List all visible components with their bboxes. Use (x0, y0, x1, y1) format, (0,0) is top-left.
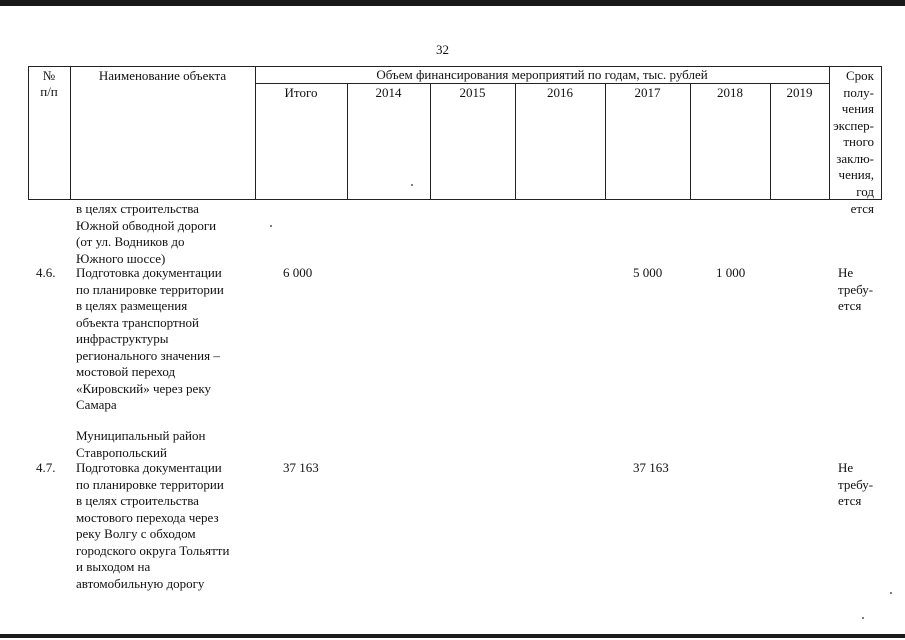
row-4-7-name: Подготовка документации по планировке территории в целях строительства мостового перехода через реку Волгу с обходом городского округа Тольятти и выходом на автомобильную дорогу (76, 460, 230, 591)
row-continuation-name: в целях строительства Южной обводной дороги (от ул. Водников до Южного шоссе) (76, 201, 217, 266)
bottom-border-bar (0, 634, 905, 638)
header-name: Наименование объекта (98, 68, 227, 83)
section-heading: Муниципальный район Ставропольский (76, 428, 206, 460)
row-4-6-2017: 5 000 (633, 265, 663, 280)
top-border-bar (0, 0, 905, 6)
scan-speck (270, 225, 272, 227)
scan-speck (862, 617, 864, 619)
row-continuation-deadline: ется (850, 201, 874, 216)
row-4-6-2018: 1 000 (716, 265, 746, 280)
row-4-7-num: 4.7. (36, 460, 56, 475)
page-number: 32 (436, 42, 449, 57)
row-4-6-total: 6 000 (283, 265, 313, 280)
header-num: № п/п (40, 68, 58, 99)
header-year-2018: 2018 (717, 85, 743, 100)
header-year-2017: 2017 (634, 85, 661, 100)
header-year-2015: 2015 (459, 85, 486, 100)
header-year-2019: 2019 (786, 85, 813, 100)
header-financing: Объем финансирования мероприятий по годам, тыс. рублей (376, 67, 708, 82)
header-deadline: Срок полу- чения экспер- тного заклю- чения, год (833, 68, 874, 199)
header-divider (70, 66, 71, 199)
scan-speck (411, 184, 413, 186)
row-4-7-2017: 37 163 (633, 460, 669, 475)
scan-speck (890, 592, 892, 594)
row-4-7-deadline: Не требу- ется (838, 460, 874, 508)
row-4-6-deadline: Не требу- ется (838, 265, 874, 313)
header-year-2014: 2014 (375, 85, 402, 100)
header-total: Итого (284, 85, 318, 100)
row-4-6-num: 4.6. (36, 265, 56, 280)
row-4-6-name: Подготовка документации по планировке территории в целях размещения объекта транспортной инфраструктуры регионального значения – мостовой переход «Кировский» через реку Самара (76, 265, 224, 412)
row-4-7-total: 37 163 (283, 460, 319, 475)
header-year-2016: 2016 (547, 85, 573, 100)
